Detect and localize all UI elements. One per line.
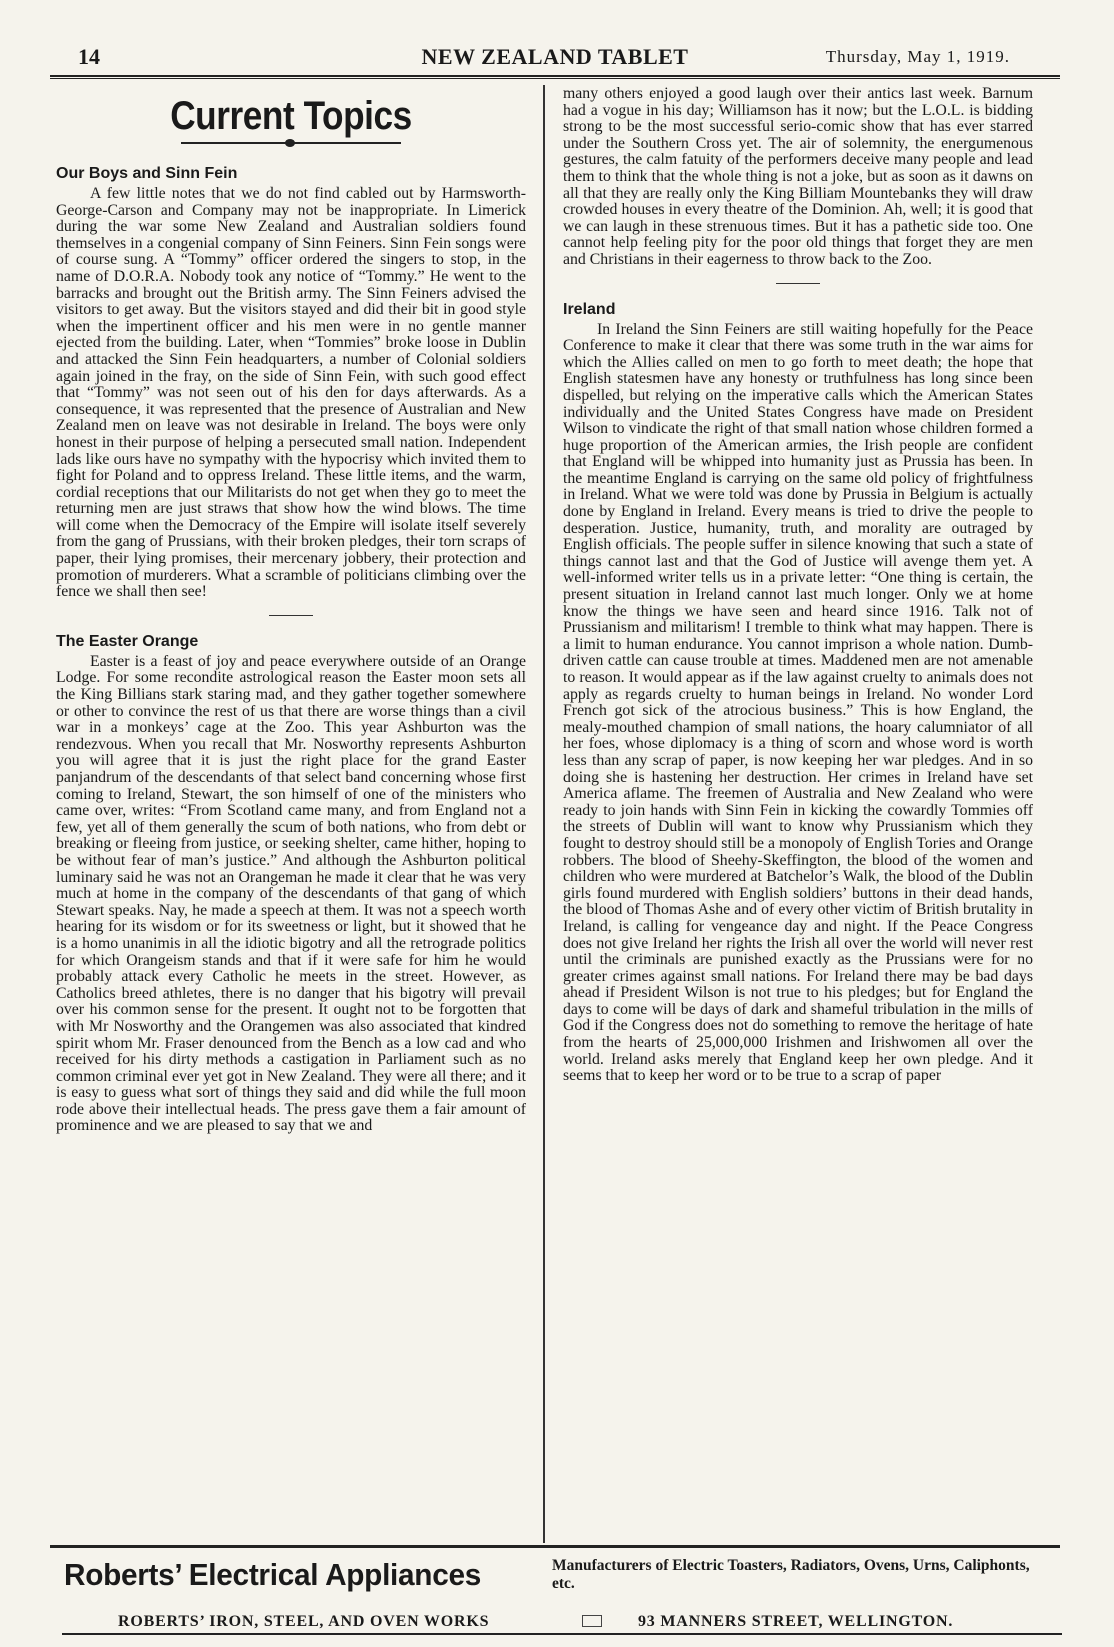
page-header <box>50 44 1060 74</box>
header-rule <box>50 75 1060 79</box>
ad-description: Manufacturers of Electric Toasters, Radiators, Ovens, Urns, Caliphonts, etc. <box>552 1557 1030 1592</box>
title-ornament-rule <box>181 142 401 144</box>
ad-address: 93 MANNERS STREET, WELLINGTON. <box>638 1613 954 1630</box>
section-text-ireland: In Ireland the Sinn Feiners are still waiting hopefully for the Peace Conference to make it clear that there was some truth in the war aims for which the Allies called on men to go forth to meet death; the hope that English statesmen have any honesty or truthfulness has long since been dispelled, but relying on the imperative calls which the American States individually and the United States Congress have made on President Wilson to vindicate the right of that small nation whose children formed a huge proportion of the American armies, the Irish people are confident that England will be whipped into humanity just as Prussia has been. In the meantime England is carrying on the same old policy of frightfulness in Ireland. What we were told was done by Prussia in Belgium is actually done by England in Ireland. Every means is tried to drive the people to desperation. Justice, humanity, truth, and morality are outraged by English officials. The people suffer in silence knowing that such a state of things cannot last and that the God of Justice will avenge them yet. A well-informed writer tells us in a private letter: “One thing is certain, the present situation in Ireland cannot last much longer. Only we at home know the things we have seen and heard since 1916. Talk not of Prussianism and militarism! I tremble to think what may happen. There is a limit to human endurance. You cannot imprison a whole nation. Dumb-driven cattle can cause trouble at times. Maddened men are not amenable to reason. It would appear as if the law against cruelty to animals does not apply as regards cruelty to human beings in Ireland. No wonder Lord French got sick of the atrocious business.” This is how England, the mealy-mouthed champion of small nations, the hoary calumniator of all her foes, whose diplomacy is a thing of scorn and whose word is worth less than any scrap of paper, is now keeping her war pledges. And in so doing she is hastening her destruction. Her crimes in Ireland have set America aflame. The freemen of Australia and New Zealand who were ready to join hands with Sinn Fein in kicking the cowardly Tommies off the streets of Dublin will want to know why Prussianism which they fought to destroy should still be a monopoly of English Tories and Orange robbers. The blood of Sheehy-Skeffington, the blood of the women and children who were murdered at Batchelor’s Walk, the blood of the Dublin girls found murdered with English soldiers’ buttons in their dead hands, the blood of Thomas Ashe and of every other victim of British brutality in Ireland, is calling for vengeance day and night. If the Peace Congress does not give Ireland her rights the Irish all over the world will never rest until the criminals are punished exactly as the Prussians were for no greater crimes against small nations. For Ireland there may be bad days ahead if President Wilson is not true to his pledges; but for England the days to come will be days of dark and shameful tribulation in the mills of God if the Congress does not do something to remove the heritage of hate from the hearts of 25,000,000 Irishmen and Irishwomen all over the world. Ireland asks merely that England keep her own pledge. And it seems that to keep her word or to be true to a scrap of paper <box>563 320 1033 1085</box>
ad-underline-rule <box>62 1633 1062 1635</box>
ad-brand-name: Roberts’ Electrical Appliances <box>64 1557 481 1592</box>
section-divider <box>269 615 313 616</box>
advertisement <box>62 1553 1062 1643</box>
newspaper-name: NEW ZEALAND TABLET <box>421 44 689 69</box>
section-heading-ireland: Ireland <box>563 300 616 318</box>
section-text-easter-orange: Easter is a feast of joy and peace everywhere outside of an Orange Lodge. For some recondite astrological reason the Easter moon sets all the King Billians stark staring mad, and they gather together somewhere or other to convince the rest of us that there are worse things than a civil war in a monkeys’ cage at the Zoo. This year Ashburton was the rendezvous. When you recall that Mr. Nosworthy represents Ashburton you will agree that it is just the right place for the grand Easter panjandrum of the descendants of that select band concerning whose first coming to Ireland, Stewart, the son himself of one of the ministers who came over, writes: “From Scotland came many, and from England not a few, yet all of them generally the scum of both nations, who from debt or breaking or fleeing from justice, or seeking shelter, came hither, hoping to be without fear of man’s justice.” And although the Ashburton political luminary said he was not an Orangeman he made it clear that he was very much at home in the company of the descendants of that gang of which Stewart speaks. Nay, he made a speech at them. It was not a speech worth hearing for its wisdom or for its sweetness or light, but it showed that he is a homo unanimis in all the idiotic bigotry and all the retrograde politics for which Orangeism stands and that if it were safe for him he would probably attack every Catholic he meets in the street. However, as Catholics breed athletes, there is no danger that his bigotry will prevail over his common sense for the present. It ought not to be forgotten that with Mr Nosworthy and the Orangemen was also associated that kindred spirit whom Mr. Fraser denounced from the Bench as a low cad and who received for his dirty methods a castigation in Parliament such as no common criminal ever yet got in New Zealand. They were all there; and it is easy to guess what sort of things they said and did while the full moon rode above their intellectual heads. The press gave them a fair amount of prominence and we are pleased to say that we and <box>56 652 526 1135</box>
ad-separator-ornament <box>582 1615 602 1627</box>
left-column <box>56 86 526 1548</box>
section-divider <box>776 283 820 284</box>
column-divider <box>543 85 545 1543</box>
ad-works-name: ROBERTS’ IRON, STEEL, AND OVEN WORKS <box>118 1613 490 1630</box>
page-number: 14 <box>78 44 100 69</box>
section-heading-our-boys: Our Boys and Sinn Fein <box>56 165 238 182</box>
footer-rule <box>50 1545 1060 1548</box>
section-text-our-boys: A few little notes that we do not find cabled out by Harmsworth-George-Carson and Company may not be inappropriate. In Limerick during the war some New Zealand and Australian soldiers found themselves in a congenial company of Sinn Feiners. Sinn Fein songs were of course sung. A “Tommy” officer ordered the singers to stop, in the name of D.O.R.A. Nobody took any notice of “Tommy.” He went to the barracks and brought out the British army. The Sinn Feiners advised the visitors to get away. But the visitors stayed and did their bit in good style when the impertinent officer and his men were in no gentle manner ejected from the building. Later, when “Tommies” broke loose in Dublin and attacked the Sinn Fein headquarters, a number of Colonial soldiers again joined in the fray, on the side of Sinn Fein, with such good effect that “Tommy” was not seen out of his den for days afterwards. As a consequence, it was represented that the presence of Australian and New Zealand men on leave was not desirable in Ireland. The boys were only honest in their purpose of helping a persecuted small nation. Independent lads like ours have no sympathy with the hypocrisy which invited them to fight for Poland and to oppress Ireland. These little items, and the warm, cordial receptions that our Militarists do not get when they go to meet the returning men are just straws that show how the wind blows. The time will come when the Democracy of the Empire will isolate itself severely from the gang of Prussians, with their broken pledges, their torn scraps of paper, their lying promises, their mercenary jobbery, their protection and promotion of murderers. What a scramble of politicians climbing over the fence we shall then see! <box>56 185 526 601</box>
right-column <box>563 86 1033 1548</box>
continued-text: many others enjoyed a good laugh over their antics last week. Barnum had a vogue in his day; Williamson has it now; but the L.O.L. is bidding strong to be the most successful serio-comic show that has ever starred under the Southern Cross yet. The air of solemnity, the energumenous gestures, the calm fatuity of the performers deceive many people and lead them to think that the whole thing is not a joke, but as soon as it dawns on all that they are really only the King Billiam Mountebanks they will draw crowded houses in every theatre of the Dominion. Ah, well; it is good that we can laugh in these strenuous times. But it has a pathetic side too. One cannot help feeling pity for the poor old things that forget they are men and Christians in their eagerness to throw back to the Zoo. <box>563 85 1033 268</box>
section-heading-easter-orange: The Easter Orange <box>56 632 199 650</box>
page-title: Current Topics <box>170 94 412 138</box>
issue-date: Thursday, May 1, 1919. <box>825 47 1010 66</box>
